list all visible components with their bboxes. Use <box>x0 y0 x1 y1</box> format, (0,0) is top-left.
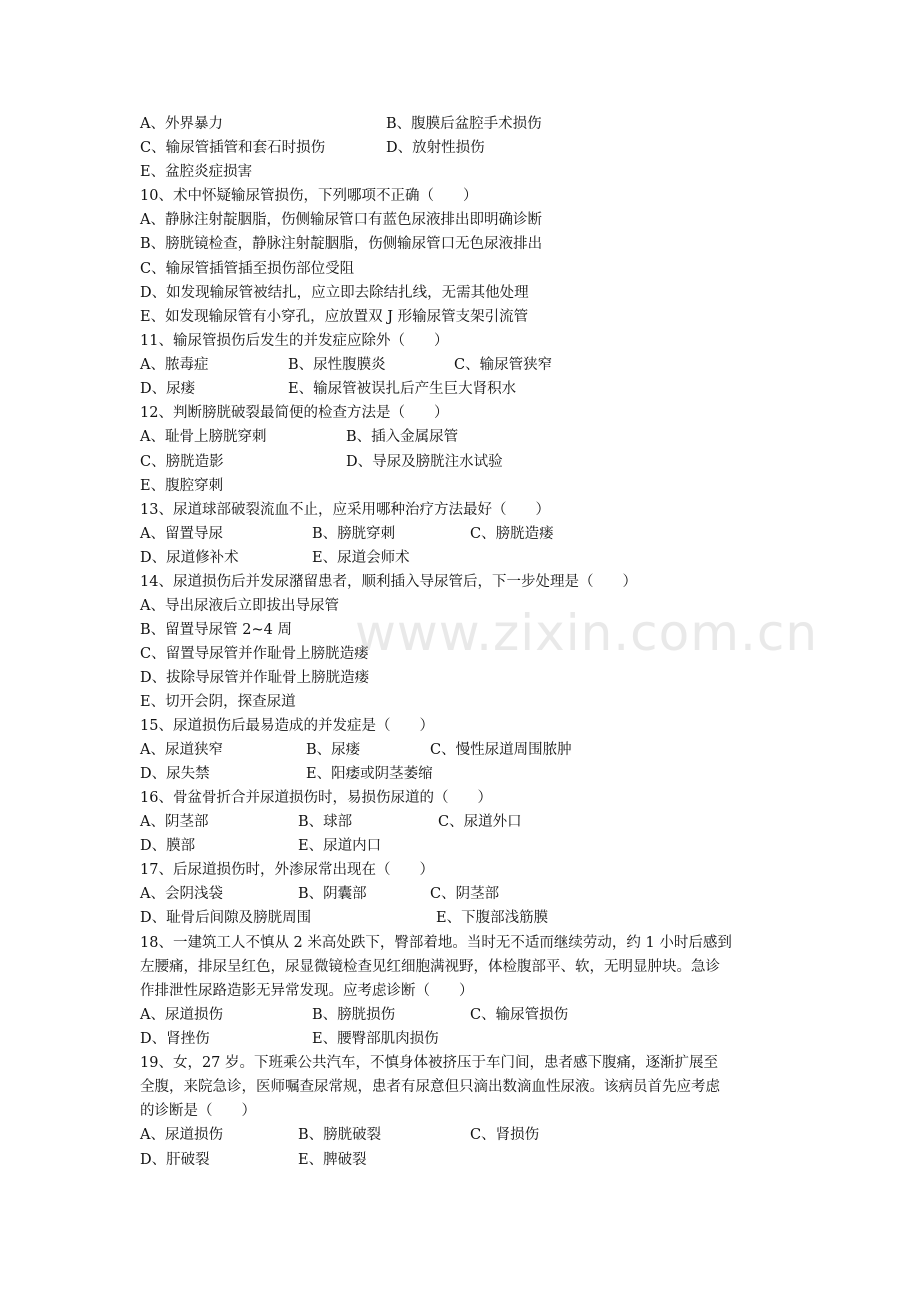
answer-option: C、输尿管狭窄 <box>454 357 553 373</box>
answer-option: B、尿瘘 <box>306 742 361 758</box>
answer-option: D、肝破裂 <box>140 1152 210 1168</box>
answer-option: D、尿失禁 <box>140 766 210 782</box>
answer-option: E、阳痿或阴茎萎缩 <box>306 766 433 782</box>
text-line: 的诊断是（ ） <box>140 1103 256 1119</box>
answer-option: B、腹膜后盆腔手术损伤 <box>386 116 542 132</box>
answer-option: A、留置导尿 <box>140 526 223 542</box>
question-text: 11、输尿管损伤后发生的并发症应除外（ ） <box>140 333 449 349</box>
answer-option: A、脓毒症 <box>140 357 209 373</box>
answer-option: C、肾损伤 <box>470 1127 540 1143</box>
answer-option: C、膀胱造影 <box>140 454 224 470</box>
answer-option: E、腰臀部肌肉损伤 <box>312 1031 439 1047</box>
text-line: 左腰痛，排尿呈红色，尿显微镜检查见红细胞满视野，体检腹部平、软，无明显肿块。急诊 <box>140 959 720 975</box>
text-line: A、静脉注射靛胭脂，伤侧输尿管口有蓝色尿液排出即明确诊断 <box>140 212 542 228</box>
question-text: 17、后尿道损伤时，外渗尿常出现在（ ） <box>140 862 434 878</box>
answer-option: D、耻骨后间隙及膀胱周围 <box>140 910 312 926</box>
answer-option: C、输尿管损伤 <box>470 1007 569 1023</box>
answer-option: D、膜部 <box>140 838 196 854</box>
text-line: E、腹腔穿刺 <box>140 478 224 494</box>
text-line: C、输尿管插管插至损伤部位受阻 <box>140 261 355 277</box>
answer-option: E、输尿管被误扎后产生巨大肾积水 <box>288 381 517 397</box>
question-text: 15、尿道损伤后最易造成的并发症是（ ） <box>140 718 434 734</box>
answer-option: C、尿道外口 <box>438 814 522 830</box>
answer-option: B、尿性腹膜炎 <box>288 357 386 373</box>
answer-option: A、耻骨上膀胱穿刺 <box>140 429 267 445</box>
answer-option: B、阴囊部 <box>298 886 367 902</box>
answer-option: B、插入金属尿管 <box>346 429 459 445</box>
answer-option: A、尿道损伤 <box>140 1127 223 1143</box>
answer-option: A、尿道损伤 <box>140 1007 223 1023</box>
text-line: 作排泄性尿路造影无异常发现。应考虑诊断（ ） <box>140 983 474 999</box>
question-text: 12、判断膀胱破裂最简便的检查方法是（ ） <box>140 405 449 421</box>
answer-option: C、输尿管插管和套石时损伤 <box>140 140 326 156</box>
text-line: E、切开会阴，探查尿道 <box>140 694 296 710</box>
question-text: 13、尿道球部破裂流血不止，应采用哪种治疗方法最好（ ） <box>140 502 550 518</box>
text-line: A、导出尿液后立即拔出导尿管 <box>140 598 339 614</box>
answer-option: D、放射性损伤 <box>386 140 485 156</box>
question-text: 10、术中怀疑输尿管损伤，下列哪项不正确（ ） <box>140 188 478 204</box>
text-line: E、盆腔炎症损害 <box>140 164 253 180</box>
answer-option: B、膀胱损伤 <box>312 1007 396 1023</box>
answer-option: B、球部 <box>298 814 353 830</box>
answer-option: C、慢性尿道周围脓肿 <box>430 742 572 758</box>
answer-option: D、肾挫伤 <box>140 1031 210 1047</box>
answer-option: D、尿瘘 <box>140 381 196 397</box>
question-text: 14、尿道损伤后并发尿潴留患者，顺利插入导尿管后，下一步处理是（ ） <box>140 574 637 590</box>
answer-option: B、膀胱破裂 <box>298 1127 382 1143</box>
question-text: 16、骨盆骨折合并尿道损伤时，易损伤尿道的（ ） <box>140 790 492 806</box>
answer-option: C、膀胱造瘘 <box>470 526 554 542</box>
answer-option: A、阴茎部 <box>140 814 209 830</box>
text-line: E、如发现输尿管有小穿孔，应放置双 J 形输尿管支架引流管 <box>140 309 529 325</box>
text-line: B、留置导尿管 2~4 周 <box>140 622 292 638</box>
text-line: D、拔除导尿管并作耻骨上膀胱造瘘 <box>140 670 370 686</box>
answer-option: A、尿道狭窄 <box>140 742 223 758</box>
answer-option: E、尿道内口 <box>298 838 382 854</box>
answer-option: E、尿道会师术 <box>312 550 410 566</box>
answer-option: E、下腹部浅筋膜 <box>436 910 549 926</box>
watermark: www.zixin.com.cn <box>355 604 819 662</box>
answer-option: A、会阴浅袋 <box>140 886 223 902</box>
answer-option: B、膀胱穿刺 <box>312 526 396 542</box>
answer-option: E、脾破裂 <box>298 1152 367 1168</box>
answer-option: C、阴茎部 <box>430 886 500 902</box>
answer-option: D、导尿及膀胱注水试验 <box>346 454 503 470</box>
question-text: 19、女，27 岁。下班乘公共汽车，不慎身体被挤压于车门间，患者感下腹痛，逐渐扩展至 <box>140 1055 719 1071</box>
text-line: C、留置导尿管并作耻骨上膀胱造瘘 <box>140 646 369 662</box>
text-line: B、膀胱镜检查，静脉注射靛胭脂，伤侧输尿管口无色尿液排出 <box>140 236 543 252</box>
text-line: D、如发现输尿管被结扎，应立即去除结扎线，无需其他处理 <box>140 285 529 301</box>
question-text: 18、一建筑工人不慎从 2 米高处跌下，臀部着地。当时无不适而继续劳动，约 1 小时后感到 <box>140 935 732 951</box>
text-line: 全腹，来院急诊，医师嘱查尿常规，患者有尿意但只滴出数滴血性尿液。该病员首先应考虑 <box>140 1079 720 1095</box>
answer-option: A、外界暴力 <box>140 116 223 132</box>
answer-option: D、尿道修补术 <box>140 550 239 566</box>
